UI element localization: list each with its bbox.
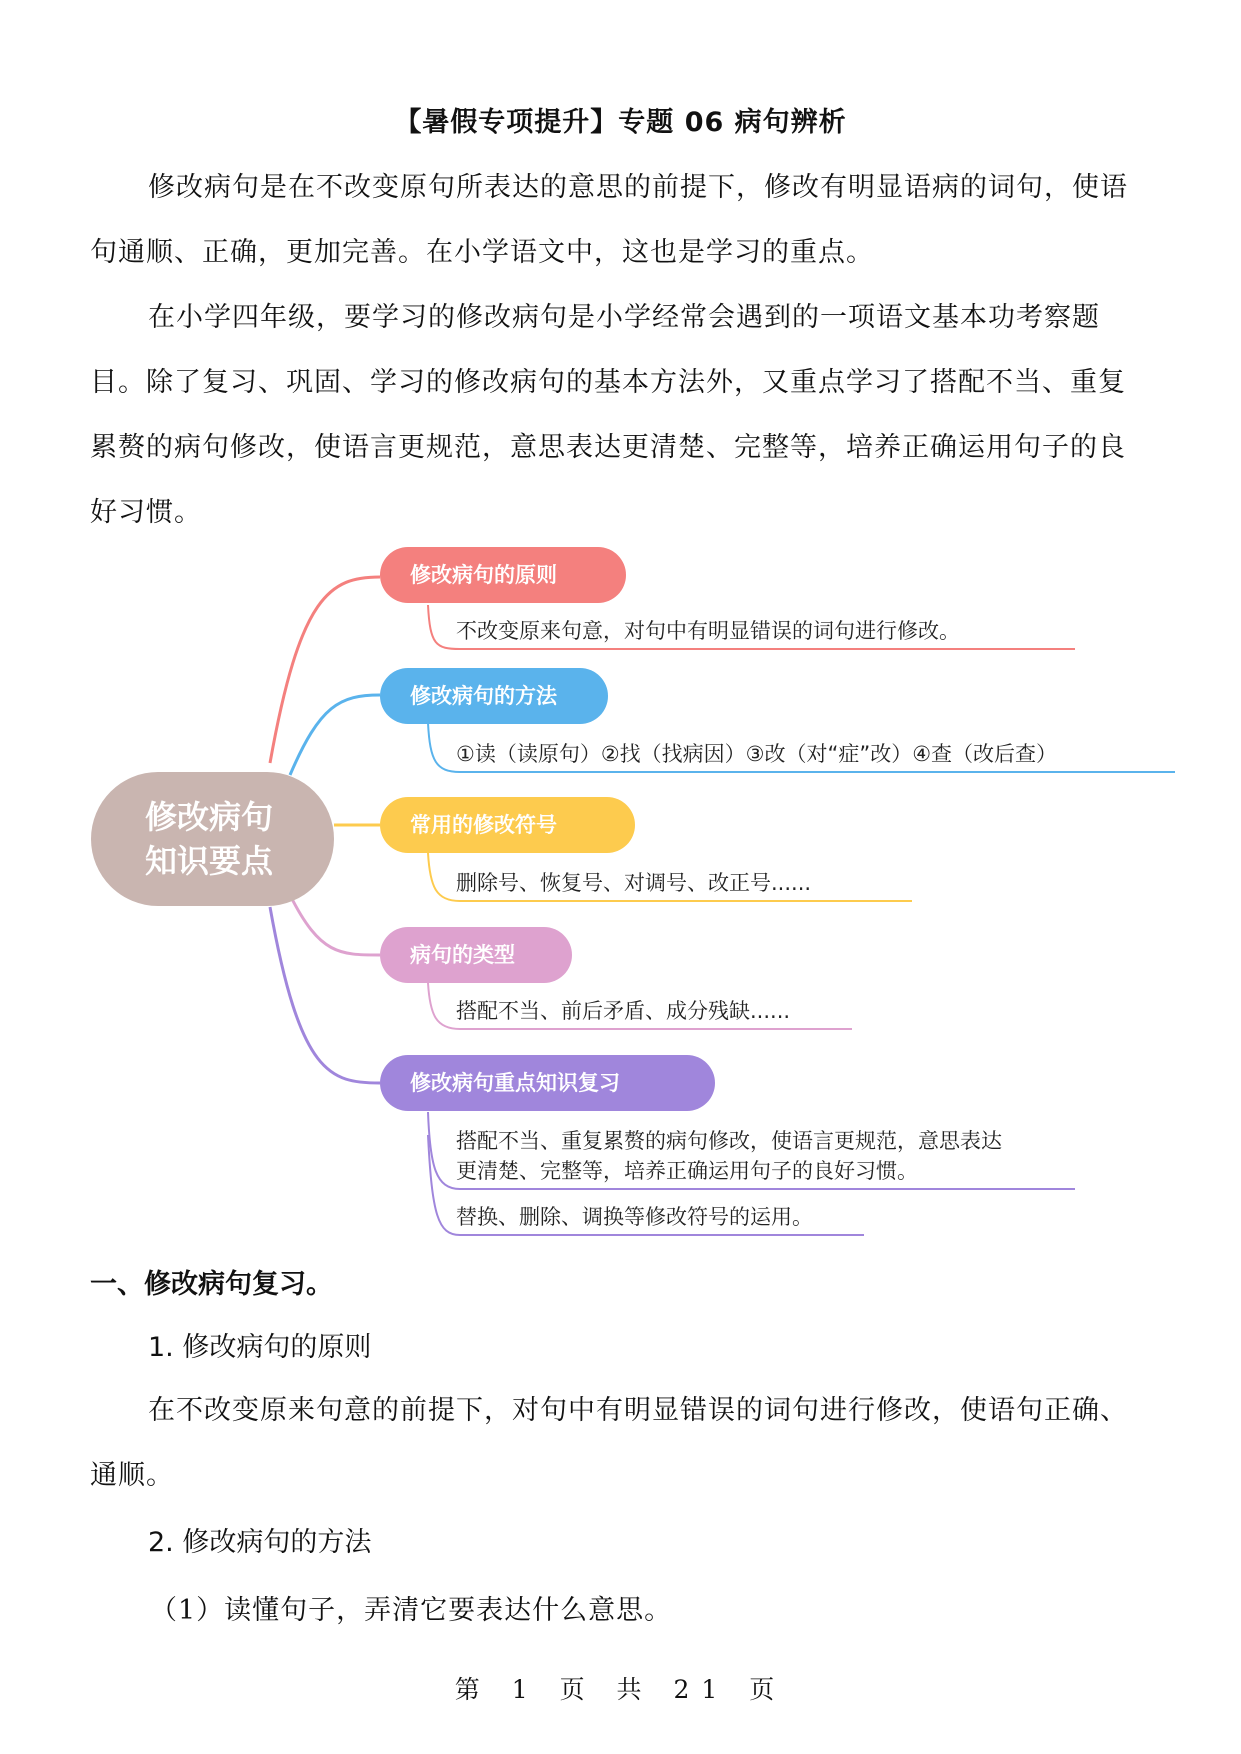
subsection-heading-principle: 1. 修改病句的原则 xyxy=(148,1332,372,1363)
mind-map-center-node xyxy=(91,772,334,906)
leaf-method: ①读（读原句）②找（找病因）③改（对“症”改）④查（改后查） xyxy=(456,742,1058,766)
page-footer: 第 1 页 共 21 页 xyxy=(454,1675,787,1704)
subsection-heading-method: 2. 修改病句的方法 xyxy=(148,1527,372,1558)
document-title: 【暑假专项提升】专题 06 病句辨析 xyxy=(394,107,847,138)
leaf-principle: 不改变原来句意，对句中有明显错误的词句进行修改。 xyxy=(456,619,960,643)
intro-paragraph-2: 在小学四年级，要学习的修改病句是小学经常会遇到的一项语文基本功考察题目。除了复习、巩固、学习的修改病句的基本方法外，又重点学习了搭配不当、重复累赘的病句修改，使语言更规范，意思表达更清楚、完整等，培养正确运用句子的良好习惯。 xyxy=(90,302,1126,528)
mind-map xyxy=(0,535,1241,1255)
branch-pill-types: 病句的类型 xyxy=(380,927,572,983)
leaf-review-2: 更清楚、完整等，培养正确运用句子的良好习惯。 xyxy=(456,1159,918,1183)
intro-paragraph-1: 修改病句是在不改变原句所表达的意思的前提下，修改有明显语病的词句，使语句通顺、正确，更加完善。在小学语文中，这也是学习的重点。 xyxy=(90,172,1128,268)
center-node-line-2: 知识要点 xyxy=(145,842,274,880)
center-node-line-1: 修改病句 xyxy=(145,798,274,836)
branch-pill-method: 修改病句的方法 xyxy=(380,668,608,724)
connector-branch-1 xyxy=(270,577,380,763)
leaf-types: 搭配不当、前后矛盾、成分残缺...... xyxy=(456,999,791,1023)
section-heading: 一、修改病句复习。 xyxy=(90,1269,333,1300)
connector-branch-4 xyxy=(290,895,380,955)
connector-branch-2 xyxy=(290,695,380,775)
branch-pill-principle: 修改病句的原则 xyxy=(380,547,626,603)
branch-pill-symbols: 常用的修改符号 xyxy=(380,797,635,853)
principle-paragraph: 在不改变原来句意的前提下，对句中有明显错误的词句进行修改，使语句正确、通顺。 xyxy=(90,1395,1128,1491)
leaf-review-1: 搭配不当、重复累赘的病句修改，使语言更规范，意思表达 xyxy=(456,1129,1002,1153)
connector-branch-5 xyxy=(270,907,380,1083)
leaf-review-3: 替换、删除、调换等修改符号的运用。 xyxy=(456,1205,813,1229)
branch-pill-review: 修改病句重点知识复习 xyxy=(380,1055,715,1111)
leaf-symbols: 删除号、恢复号、对调号、改正号...... xyxy=(456,871,812,895)
method-item-1: （1）读懂句子，弄清它要表达什么意思。 xyxy=(150,1595,673,1626)
